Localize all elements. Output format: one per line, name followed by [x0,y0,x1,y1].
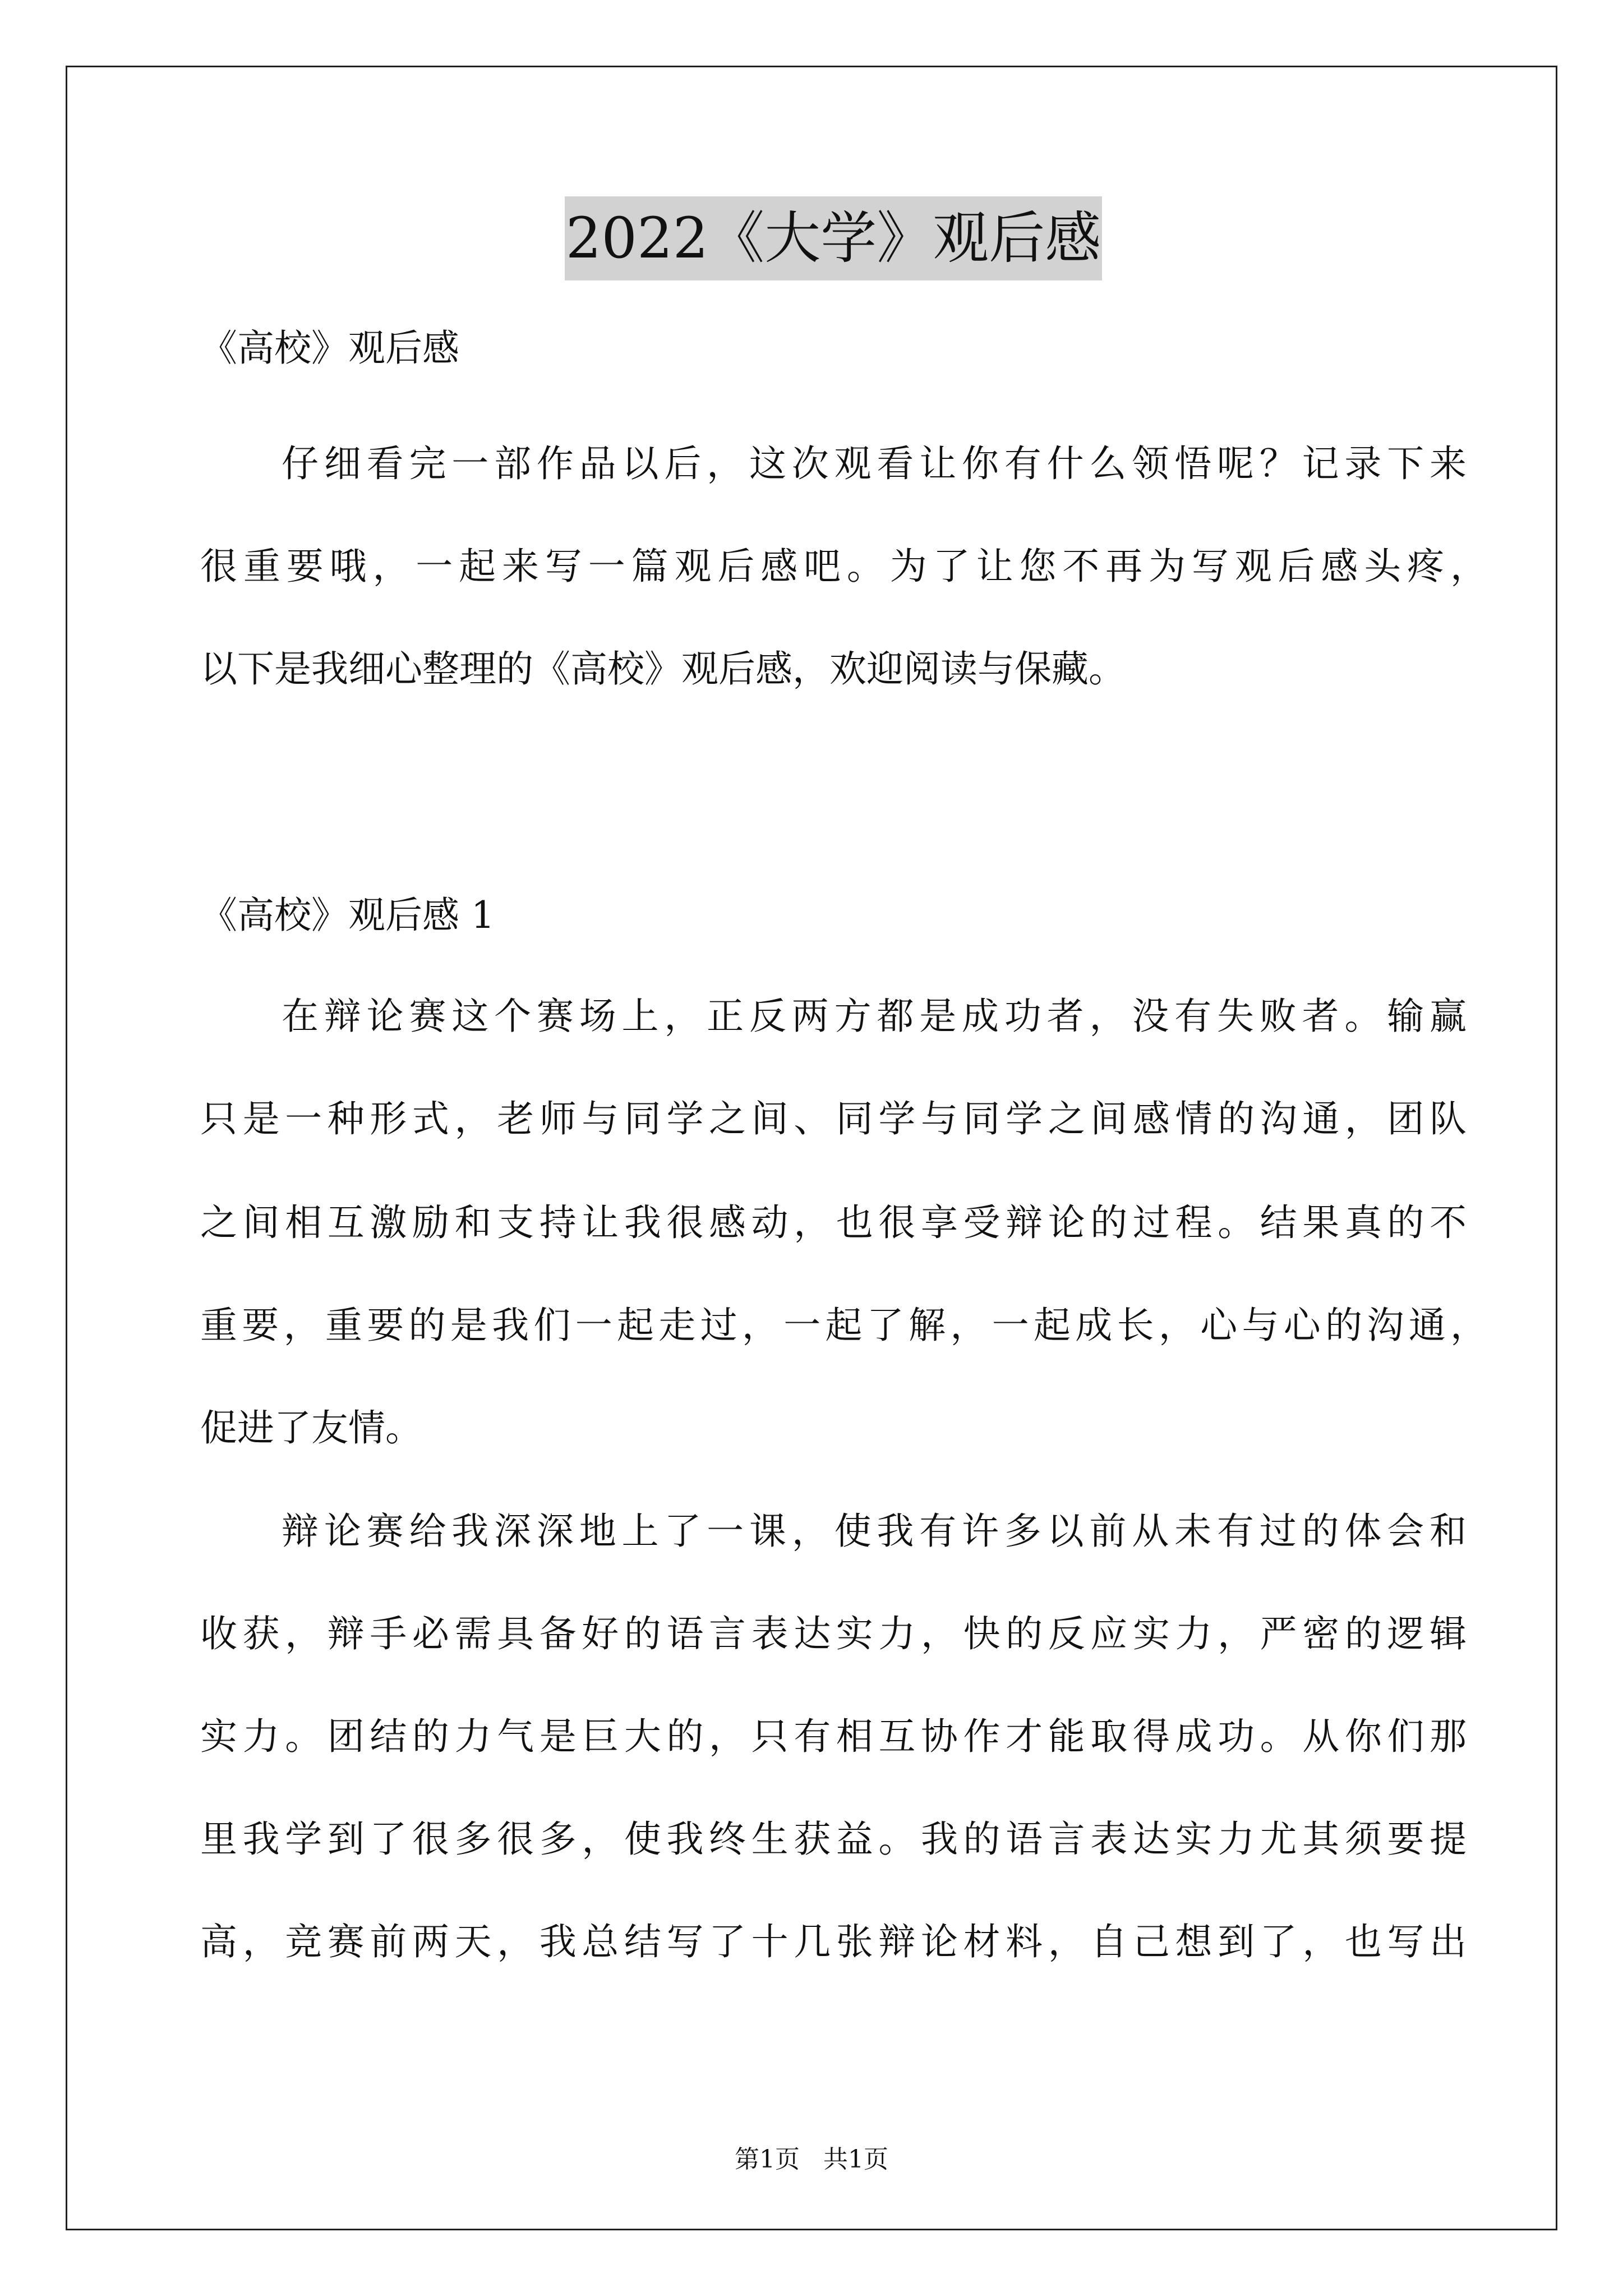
intro-line-3: 以下是我细心整理的《高校》观后感，欢迎阅读与保藏。 [200,647,1126,691]
paragraph2-line-3: 实力。团结的力气是巨大的，只有相互协作才能取得成功。从你们那 [200,1715,1467,1758]
paragraph1-line-5: 促进了友情。 [200,1406,422,1450]
intro-line-2: 很重要哦，一起来写一篇观后感吧。为了让您不再为写观后感头疼， [200,545,1487,588]
paragraph1-line-2: 只是一种形式，老师与同学之间、同学与同学之间感情的沟通，团队 [200,1097,1467,1140]
paragraph2-line-5: 高，竞赛前两天，我总结写了十几张辩论材料，自己想到了，也写出 [200,1920,1467,1963]
paragraph2-line-2: 收获，辩手必需具备好的语言表达实力，快的反应实力，严密的逻辑 [200,1612,1467,1655]
document-title: 2022《大学》观后感 [565,196,1103,280]
page-footer: 第1页 共1页 [735,2145,888,2174]
paragraph1-line-3: 之间相互激励和支持让我很感动，也很享受辩论的过程。结果真的不 [200,1201,1467,1244]
paragraph2-line-1: 辩论赛给我深深地上了一课，使我有许多以前从未有过的体会和 [282,1510,1467,1553]
title-container [200,196,1467,280]
paragraph1-line-4: 重要，重要的是我们一起走过，一起了解，一起成长，心与心的沟通， [200,1304,1487,1347]
intro-line-1: 仔细看完一部作品以后，这次观看让你有什么领悟呢？记录下来 [282,442,1467,485]
section-heading: 《高校》观后感 1 [200,894,495,937]
subtitle: 《高校》观后感 [200,326,459,370]
paragraph1-line-1: 在辩论赛这个赛场上，正反两方都是成功者，没有失败者。输赢 [282,995,1467,1038]
page-border [66,66,1557,2230]
paragraph2-line-4: 里我学到了很多很多，使我终生获益。我的语言表达实力尤其须要提 [200,1818,1467,1861]
